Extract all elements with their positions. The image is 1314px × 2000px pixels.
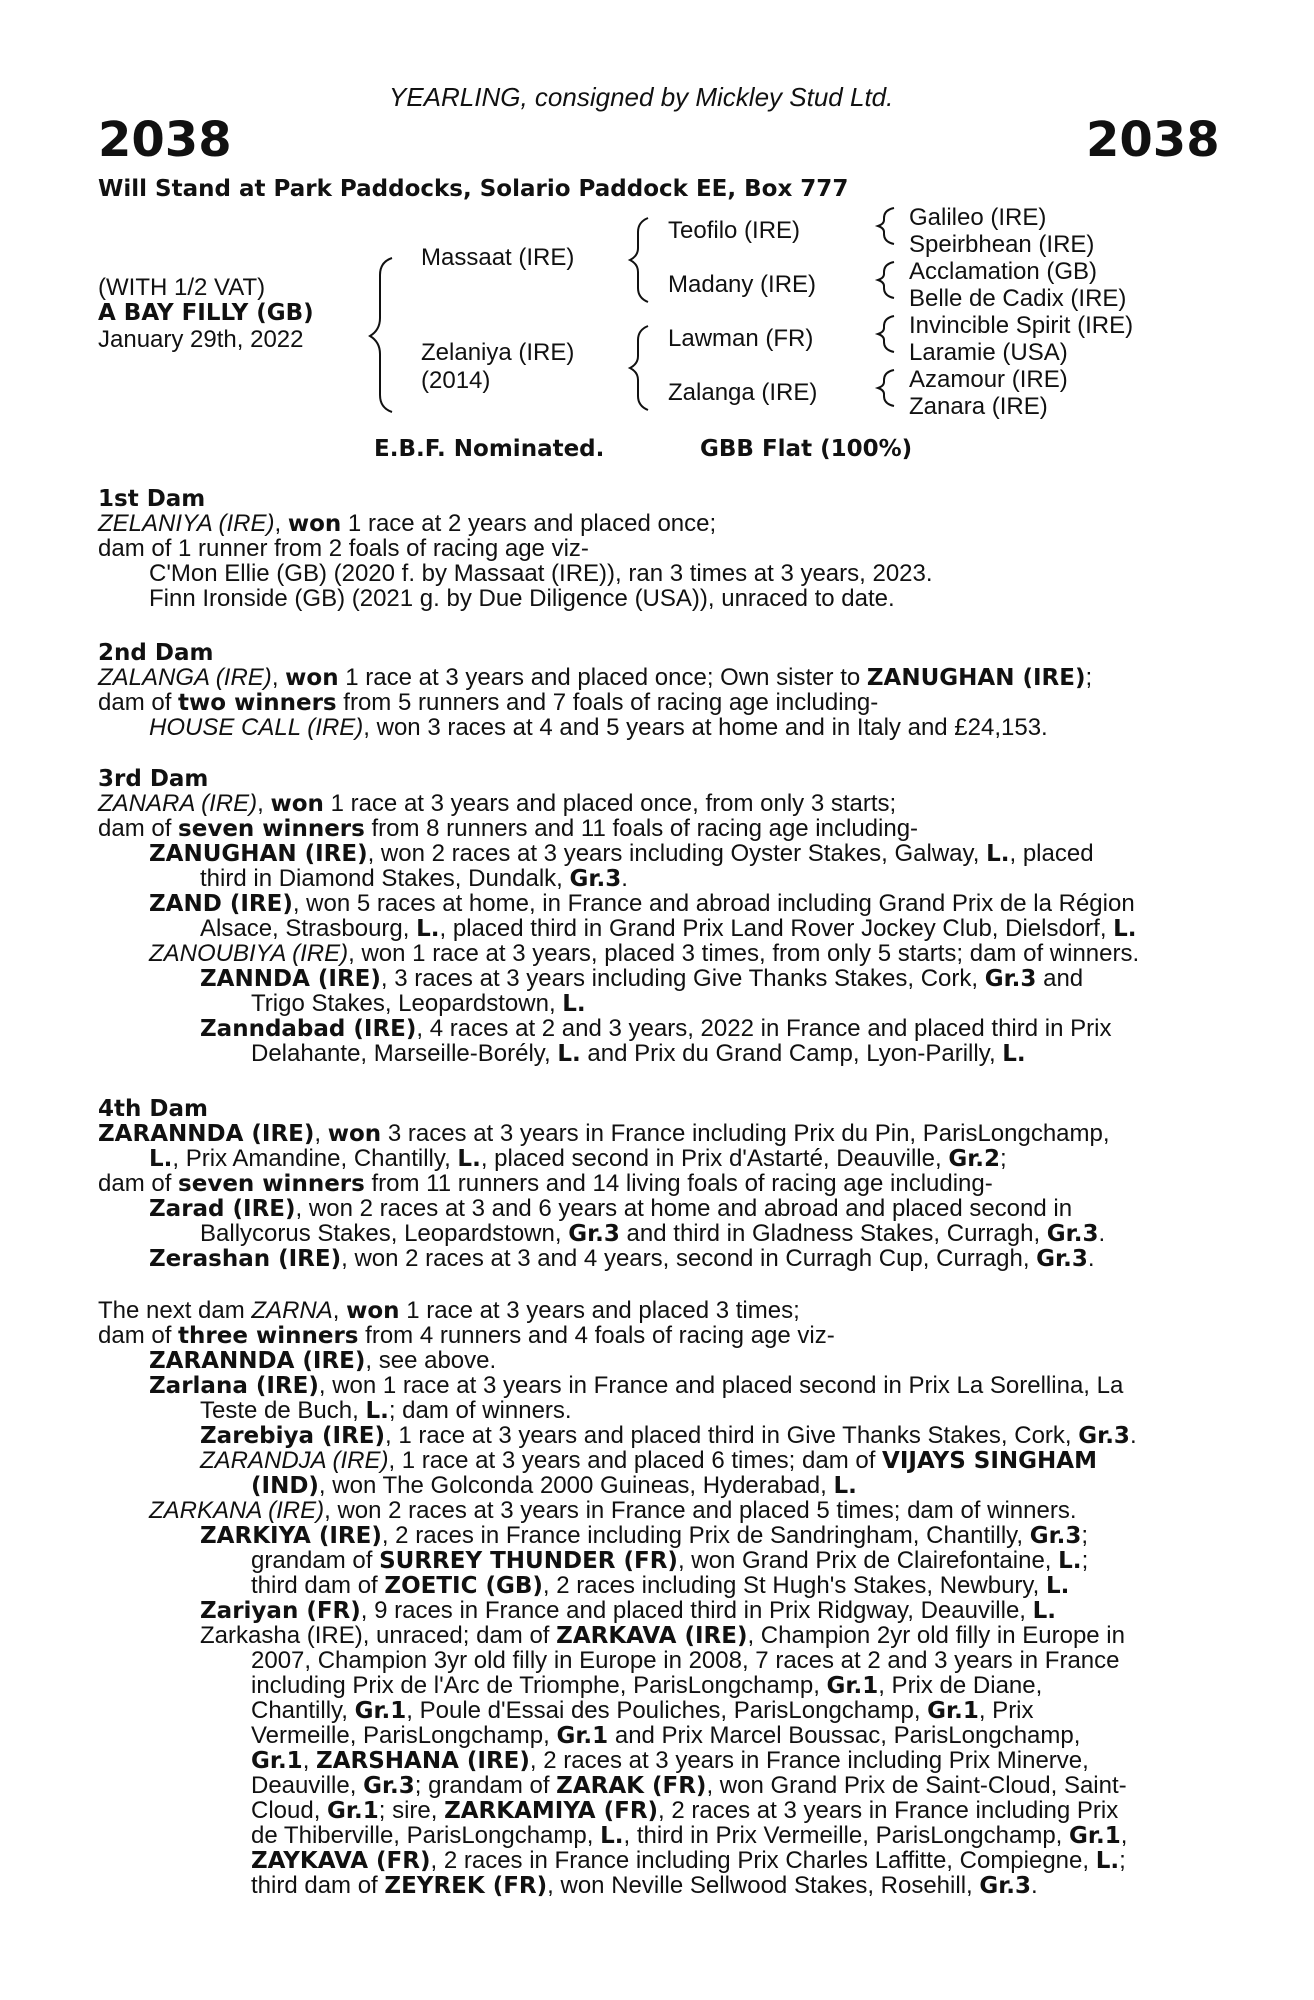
ancestor-5: Invincible Spirit (IRE)	[909, 312, 1134, 339]
vat-note: (WITH 1/2 VAT)	[98, 274, 266, 301]
stand-location: Will Stand at Park Paddocks, Solario Paddock EE, Box 777	[98, 176, 849, 202]
dam-year: (2014)	[421, 367, 491, 394]
brace-sire	[630, 218, 648, 302]
horse-dob: January 29th, 2022	[98, 326, 304, 353]
second-dam-heading: 2nd Dam	[98, 640, 214, 666]
sire-name: Massaat (IRE)	[421, 244, 575, 271]
brace-dam	[630, 326, 648, 410]
brace-g3	[878, 316, 894, 352]
ancestor-2: Speirbhean (IRE)	[909, 231, 1095, 258]
ancestor-3: Acclamation (GB)	[909, 258, 1098, 285]
brace-g4	[878, 370, 894, 406]
ancestor-8: Zanara (IRE)	[909, 393, 1048, 420]
consignment-header: YEARLING, consigned by Mickley Stud Ltd.	[389, 82, 894, 112]
lot-number-left: 2038	[98, 112, 232, 168]
gbb-note: GBB Flat (100%)	[700, 436, 913, 462]
fourth-dam-heading: 4th Dam	[98, 1096, 208, 1122]
ebf-note: E.B.F. Nominated.	[374, 436, 605, 462]
ancestor-4: Belle de Cadix (IRE)	[909, 285, 1127, 312]
brace-g1	[878, 208, 894, 244]
dam-name: Zelaniya (IRE)	[421, 339, 575, 366]
sire-dam: Madany (IRE)	[668, 271, 817, 298]
horse-name: A BAY FILLY (GB)	[98, 300, 314, 326]
sire-sire: Teofilo (IRE)	[668, 217, 801, 244]
third-dam-heading: 3rd Dam	[98, 766, 209, 792]
ancestor-7: Azamour (IRE)	[909, 366, 1068, 393]
dam-dam: Zalanga (IRE)	[668, 379, 818, 406]
pedigree-braces	[0, 0, 1314, 460]
ancestor-6: Laramie (USA)	[909, 339, 1068, 366]
lot-number-right: 2038	[1086, 112, 1220, 168]
brace-g2	[878, 262, 894, 298]
dam-sire: Lawman (FR)	[668, 325, 814, 352]
brace-main	[370, 258, 392, 412]
first-dam-heading: 1st Dam	[98, 486, 206, 512]
ancestor-1: Galileo (IRE)	[909, 204, 1047, 231]
